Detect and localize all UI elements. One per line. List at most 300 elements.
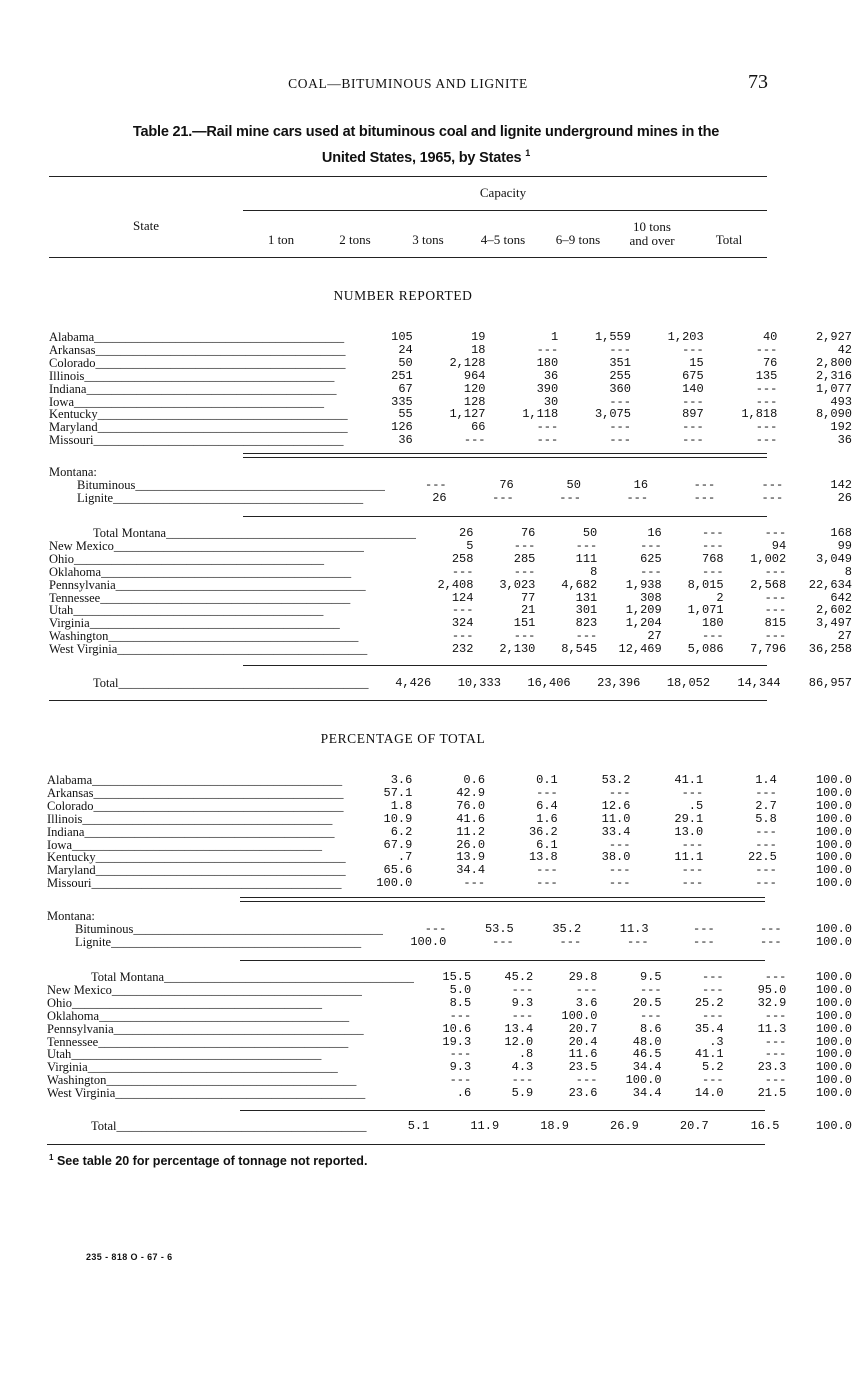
cell-col-6: --- bbox=[764, 1073, 787, 1088]
cell-col-6: --- bbox=[759, 921, 782, 936]
cell-col-2: 11.2 bbox=[456, 824, 486, 839]
leader-dots: ________________________________________ bbox=[92, 774, 343, 787]
state-label bbox=[47, 813, 346, 826]
cell-col-5: --- bbox=[693, 477, 716, 492]
table-row-total-montana bbox=[49, 527, 852, 540]
cell-col-1: 19.3 bbox=[442, 1034, 472, 1049]
cell-col-2: 45.2 bbox=[504, 970, 534, 984]
state-label bbox=[49, 383, 348, 396]
state-label bbox=[47, 971, 414, 984]
cell-col-2: --- bbox=[511, 1008, 534, 1023]
cell-col-5: 41.1 bbox=[694, 1047, 724, 1062]
cell-col-6: 22.5 bbox=[748, 850, 777, 865]
cell-col-7: 2,800 bbox=[815, 355, 852, 370]
leader-dots: ________________________________________ bbox=[115, 1087, 366, 1101]
cell-col-2: 34.4 bbox=[456, 863, 486, 878]
state-name: Oklahoma bbox=[47, 1009, 100, 1023]
number-divider-3 bbox=[243, 665, 767, 666]
table-row-indiana bbox=[47, 826, 852, 839]
cell-col-4: --- bbox=[640, 538, 662, 553]
state-label bbox=[49, 479, 385, 492]
state-name: Alabama bbox=[49, 331, 95, 344]
cell-col-7: 100.0 bbox=[815, 863, 852, 878]
cell-col-4: --- bbox=[608, 876, 631, 891]
state-label bbox=[49, 396, 348, 409]
table-row-pennsylvania bbox=[47, 1023, 852, 1036]
cell-col-4: --- bbox=[639, 982, 662, 997]
state-label bbox=[47, 851, 346, 864]
column-header-3-tons: 3 tons bbox=[412, 232, 444, 247]
leader-dots: ________________________________________ bbox=[118, 677, 369, 690]
state-label bbox=[49, 344, 348, 357]
cell-col-7: 100.0 bbox=[815, 921, 852, 936]
leader-dots: ________________________________________ bbox=[93, 799, 344, 813]
table-title bbox=[60, 122, 792, 169]
leader-dots: ________________________________________ bbox=[101, 565, 352, 579]
cell-col-4: 9.5 bbox=[639, 970, 662, 984]
leader-dots: ________________________________________ bbox=[98, 1035, 349, 1049]
leader-dots: ________________________________________ bbox=[133, 922, 384, 936]
cell-col-7: 8 bbox=[844, 564, 852, 579]
state-column-header: State bbox=[133, 218, 159, 233]
cell-col-3: --- bbox=[536, 420, 559, 435]
table-row-ohio bbox=[47, 997, 852, 1010]
state-label bbox=[49, 466, 385, 479]
cell-col-3: 20.4 bbox=[568, 1034, 598, 1049]
state-label bbox=[47, 839, 346, 852]
cell-col-3: 36 bbox=[543, 368, 559, 383]
cell-col-4: --- bbox=[640, 564, 662, 579]
cell-col-5: --- bbox=[702, 982, 724, 997]
cell-col-2: 13.4 bbox=[504, 1021, 534, 1036]
cell-col-3: 29.8 bbox=[568, 970, 598, 984]
percentage-divider-1b bbox=[240, 901, 765, 902]
cell-col-7: 42 bbox=[837, 342, 852, 357]
cell-col-2: 26.0 bbox=[456, 837, 486, 852]
table-row-washington bbox=[49, 630, 852, 643]
cell-col-5: 180 bbox=[702, 616, 724, 631]
cell-col-4: 360 bbox=[609, 381, 631, 396]
state-name: Bituminous bbox=[75, 922, 134, 936]
state-name: Total bbox=[91, 1120, 117, 1133]
cell-col-2: --- bbox=[513, 629, 536, 644]
cell-col-4 bbox=[581, 466, 648, 479]
cell-col-2: 9.3 bbox=[511, 995, 534, 1010]
cell-col-5: --- bbox=[693, 490, 716, 505]
leader-dots: ________________________________________ bbox=[117, 643, 368, 657]
cell-col-4: --- bbox=[609, 394, 631, 409]
cell-col-4: 351 bbox=[609, 355, 631, 370]
leader-dots: ________________________________________ bbox=[99, 1009, 350, 1023]
cell-col-5: 15 bbox=[689, 355, 704, 370]
cell-col-7: 36,258 bbox=[808, 642, 852, 657]
cell-col-1: 9.3 bbox=[449, 1060, 472, 1075]
cell-col-5: 5.2 bbox=[702, 1060, 724, 1075]
cell-col-1: 50 bbox=[398, 355, 413, 370]
percentage-divider-3 bbox=[240, 1110, 765, 1111]
cell-col-6: --- bbox=[764, 1034, 787, 1049]
cell-col-7: 100.0 bbox=[815, 773, 852, 787]
table-row-missouri bbox=[49, 434, 852, 447]
table-row-total-montana bbox=[47, 971, 852, 984]
table-row-lignite bbox=[47, 936, 852, 949]
cell-col-3: 23.5 bbox=[568, 1060, 598, 1075]
cell-col-5: 2 bbox=[716, 590, 724, 605]
table-row-west-virginia bbox=[47, 1087, 852, 1100]
cell-col-3: --- bbox=[575, 1073, 598, 1088]
cell-col-3: --- bbox=[575, 982, 598, 997]
cell-col-2: 76 bbox=[520, 526, 536, 540]
cell-col-4: 11.0 bbox=[601, 811, 631, 826]
table-row-arkansas bbox=[47, 787, 852, 800]
state-name: Utah bbox=[47, 1048, 72, 1062]
cell-col-7: 642 bbox=[830, 590, 852, 605]
leader-dots: ________________________________________ bbox=[86, 382, 337, 396]
cell-col-5: 140 bbox=[682, 381, 704, 396]
cell-col-3: 20.7 bbox=[568, 1021, 598, 1036]
cell-col-3: 13.8 bbox=[528, 850, 558, 865]
number-reported-title: NUMBER REPORTED bbox=[333, 288, 473, 303]
table-row-oklahoma bbox=[49, 566, 852, 579]
column-header-10-tons-and-over bbox=[614, 220, 690, 248]
cell-col-7: 100.0 bbox=[815, 1047, 852, 1062]
state-name: Washington bbox=[49, 630, 109, 644]
table-row-total bbox=[47, 1120, 852, 1133]
cell-col-4: 23,396 bbox=[597, 676, 641, 690]
cell-col-6: 2,568 bbox=[750, 577, 787, 592]
cell-col-1: 26 bbox=[432, 490, 447, 505]
cell-col-5: --- bbox=[693, 934, 715, 949]
cell-col-1 bbox=[383, 910, 446, 923]
cell-col-3: --- bbox=[536, 876, 558, 891]
cell-col-5: 1,203 bbox=[667, 330, 704, 344]
cell-col-6: 94 bbox=[771, 538, 787, 553]
cell-col-5: --- bbox=[682, 420, 704, 435]
cell-col-7: 100.0 bbox=[815, 798, 852, 813]
cell-col-6: --- bbox=[764, 970, 787, 984]
cell-col-6: 1,818 bbox=[741, 407, 778, 422]
cell-col-5: 897 bbox=[682, 407, 704, 422]
cell-col-6: --- bbox=[761, 490, 784, 505]
leader-dots: ________________________________________ bbox=[115, 578, 366, 592]
cell-col-7: 99 bbox=[837, 538, 852, 553]
cell-col-3: --- bbox=[536, 863, 558, 878]
number-divider-1b bbox=[243, 457, 767, 458]
cell-col-1: 5 bbox=[466, 538, 474, 553]
cell-col-3: 50 bbox=[582, 526, 598, 540]
cell-col-7: 2,316 bbox=[815, 368, 852, 383]
state-name: Virginia bbox=[49, 617, 90, 631]
cell-col-7: 27 bbox=[837, 629, 852, 644]
cell-col-7: 142 bbox=[830, 477, 852, 492]
cell-col-6: 40 bbox=[762, 330, 778, 344]
cell-col-3: --- bbox=[536, 785, 558, 800]
percentage-title: PERCENTAGE OF TOTAL bbox=[320, 731, 486, 746]
cell-col-7: 100.0 bbox=[815, 1008, 852, 1023]
number-table-total bbox=[49, 677, 852, 690]
cell-col-5: --- bbox=[682, 394, 704, 409]
cell-col-1: --- bbox=[451, 564, 474, 579]
cell-col-3: 16,406 bbox=[527, 676, 571, 690]
number-bottom-rule bbox=[49, 700, 767, 701]
cell-col-7: 100.0 bbox=[815, 1034, 852, 1049]
percentage-divider-2 bbox=[240, 960, 765, 961]
cell-col-6: 135 bbox=[755, 368, 778, 383]
state-name: Indiana bbox=[49, 382, 87, 396]
cell-col-5: --- bbox=[702, 526, 724, 540]
table-row-iowa bbox=[47, 839, 852, 852]
cell-col-5: --- bbox=[702, 629, 724, 644]
cell-col-7: 100.0 bbox=[815, 837, 852, 852]
cell-col-1: 15.5 bbox=[442, 970, 472, 984]
percentage-divider-1a bbox=[240, 897, 765, 898]
state-label bbox=[47, 1120, 367, 1133]
state-name: Washington bbox=[47, 1074, 107, 1088]
cell-col-3: 18.9 bbox=[540, 1119, 570, 1133]
table-row-new-mexico bbox=[49, 540, 852, 553]
cell-col-2: --- bbox=[492, 934, 514, 949]
table-row-utah bbox=[49, 604, 852, 617]
cell-col-5: .3 bbox=[709, 1034, 724, 1049]
state-name: Arkansas bbox=[47, 786, 94, 800]
leader-dots: ________________________________________ bbox=[116, 1120, 367, 1133]
state-name: Kentucky bbox=[49, 408, 98, 422]
cell-col-1: --- bbox=[451, 603, 474, 618]
cell-col-3: --- bbox=[575, 629, 598, 644]
leader-dots: ________________________________________ bbox=[73, 604, 324, 618]
state-name: New Mexico bbox=[49, 539, 114, 553]
table-row-pennsylvania bbox=[49, 579, 852, 592]
cell-col-6: --- bbox=[764, 564, 787, 579]
state-name: Missouri bbox=[49, 434, 94, 448]
state-name: Colorado bbox=[47, 799, 94, 813]
cell-col-7: 26 bbox=[837, 490, 852, 505]
state-label bbox=[49, 592, 416, 605]
cell-col-6: 95.0 bbox=[757, 982, 787, 997]
table-row-colorado bbox=[47, 800, 852, 813]
cell-col-7: 168 bbox=[830, 526, 852, 540]
cell-col-4: 38.0 bbox=[601, 850, 631, 865]
state-label bbox=[49, 408, 348, 421]
leader-dots: ________________________________________ bbox=[108, 630, 359, 644]
percentage-table-group-3 bbox=[47, 971, 852, 1100]
leader-dots: ________________________________________ bbox=[95, 356, 346, 370]
cell-col-7: 100.0 bbox=[815, 1021, 852, 1036]
state-name: Utah bbox=[49, 604, 74, 618]
table-row-washington bbox=[47, 1074, 852, 1087]
state-label bbox=[49, 434, 348, 447]
table-row-west-virginia bbox=[49, 643, 852, 656]
leader-dots: ________________________________________ bbox=[95, 851, 346, 865]
cell-col-5: 1,071 bbox=[687, 603, 724, 618]
cell-col-7: 22,634 bbox=[808, 577, 852, 592]
cell-col-2 bbox=[447, 466, 514, 479]
cell-col-7: 100.0 bbox=[815, 1086, 852, 1101]
number-divider-2 bbox=[243, 516, 767, 517]
cell-col-5: --- bbox=[682, 342, 704, 357]
state-label bbox=[47, 787, 346, 800]
state-label bbox=[47, 877, 346, 890]
cell-col-6: --- bbox=[759, 934, 782, 949]
state-name: Pennsylvania bbox=[49, 578, 116, 592]
percentage-bottom-rule bbox=[47, 1144, 765, 1145]
table-row-alabama bbox=[47, 774, 852, 787]
cell-col-4: --- bbox=[609, 433, 631, 448]
state-label bbox=[47, 800, 346, 813]
cell-col-5: --- bbox=[682, 433, 704, 448]
column-header-1-ton: 1 ton bbox=[267, 232, 295, 247]
cell-col-6: --- bbox=[755, 433, 778, 448]
cell-col-5: 768 bbox=[702, 551, 724, 566]
cell-col-6 bbox=[715, 910, 782, 923]
cell-col-1: 100.0 bbox=[410, 934, 447, 949]
cell-col-6: 76 bbox=[762, 355, 778, 370]
cell-col-3: 1.6 bbox=[536, 811, 558, 826]
percentage-table-group-2 bbox=[47, 910, 852, 949]
cell-col-4 bbox=[581, 910, 648, 923]
number-table-group-2 bbox=[49, 466, 852, 505]
cell-col-7: 100.0 bbox=[815, 1060, 852, 1075]
cell-col-1: 8.5 bbox=[449, 995, 472, 1010]
state-name: Kentucky bbox=[47, 851, 96, 865]
cell-col-4: --- bbox=[608, 785, 631, 800]
leader-dots: ________________________________________ bbox=[111, 935, 362, 949]
state-label bbox=[49, 492, 385, 505]
cell-col-2: --- bbox=[513, 538, 536, 553]
cell-col-2: 0.6 bbox=[463, 773, 486, 787]
cell-col-1: 10.9 bbox=[383, 811, 413, 826]
cell-col-5: 11.1 bbox=[674, 850, 704, 865]
state-label bbox=[49, 617, 416, 630]
cell-col-1: 124 bbox=[451, 590, 474, 605]
cell-col-7: 100.0 bbox=[815, 785, 852, 800]
cell-col-3: 823 bbox=[575, 616, 598, 631]
leader-dots: ________________________________________ bbox=[113, 491, 364, 505]
state-label bbox=[47, 826, 346, 839]
cell-col-1: 105 bbox=[391, 330, 413, 344]
table-title-line-2 bbox=[60, 143, 792, 169]
state-name: Indiana bbox=[47, 825, 85, 839]
cell-col-2: --- bbox=[492, 490, 514, 505]
cell-col-5 bbox=[649, 910, 715, 923]
cell-col-1: --- bbox=[449, 1008, 472, 1023]
cell-col-2: 21 bbox=[520, 603, 536, 618]
cell-col-4: --- bbox=[609, 420, 631, 435]
cell-col-4: 1,559 bbox=[594, 330, 631, 344]
state-label bbox=[49, 527, 416, 540]
state-name: Virginia bbox=[47, 1061, 88, 1075]
cell-col-6: 21.5 bbox=[757, 1086, 787, 1101]
state-label bbox=[47, 1010, 414, 1023]
cell-col-3: 1,118 bbox=[522, 407, 559, 422]
cell-col-1: 2,408 bbox=[437, 577, 474, 592]
cell-col-1: --- bbox=[449, 1073, 472, 1088]
cell-col-3: 180 bbox=[536, 355, 559, 370]
cell-col-6: 2.7 bbox=[755, 798, 777, 813]
cell-col-6: 14,344 bbox=[737, 676, 781, 690]
cell-col-3: 36.2 bbox=[528, 824, 558, 839]
cell-col-5: 20.7 bbox=[679, 1119, 709, 1133]
cell-col-2: 76 bbox=[499, 477, 514, 492]
leader-dots: ________________________________________ bbox=[164, 971, 415, 984]
cell-col-1: .6 bbox=[456, 1086, 472, 1101]
leader-dots: ________________________________________ bbox=[97, 408, 348, 422]
cell-col-4: 12.6 bbox=[601, 798, 631, 813]
cell-col-4: 48.0 bbox=[632, 1034, 662, 1049]
state-name: Ohio bbox=[47, 996, 72, 1010]
cell-col-7: 100.0 bbox=[815, 982, 852, 997]
cell-col-4: 33.4 bbox=[601, 824, 631, 839]
cell-col-3: --- bbox=[559, 934, 582, 949]
cell-col-1: 3.6 bbox=[390, 773, 413, 787]
table-row-oklahoma bbox=[47, 1010, 852, 1023]
state-label bbox=[49, 357, 348, 370]
leader-dots: ________________________________________ bbox=[166, 527, 417, 540]
cell-col-2: 1,127 bbox=[449, 407, 486, 422]
cell-col-1: 67 bbox=[398, 381, 413, 396]
state-name: Colorado bbox=[49, 356, 96, 370]
cell-col-4: 46.5 bbox=[632, 1047, 662, 1062]
state-label bbox=[49, 677, 369, 690]
cell-col-2: 2,130 bbox=[499, 642, 536, 657]
cell-col-1 bbox=[385, 466, 446, 479]
leader-dots: ________________________________________ bbox=[93, 434, 344, 448]
cell-col-4: --- bbox=[609, 342, 631, 357]
cell-col-5: --- bbox=[681, 785, 704, 800]
state-name: West Virginia bbox=[47, 1087, 116, 1101]
cell-col-4: 16 bbox=[647, 526, 662, 540]
cell-col-6: 5.8 bbox=[755, 811, 777, 826]
leader-dots: ________________________________________ bbox=[111, 983, 362, 997]
capacity-rule bbox=[243, 210, 767, 211]
cell-col-1: --- bbox=[451, 629, 474, 644]
cell-col-2: 5.9 bbox=[511, 1086, 534, 1101]
column-header-10-tons-line-2: and over bbox=[629, 233, 675, 248]
cell-col-5: 25.2 bbox=[694, 995, 724, 1010]
table-row-illinois bbox=[49, 370, 852, 383]
cell-col-2: 53.5 bbox=[484, 921, 514, 936]
cell-col-6: --- bbox=[755, 394, 778, 409]
number-table-group-1 bbox=[49, 331, 852, 447]
cell-col-6: --- bbox=[755, 785, 777, 800]
cell-col-3: 4,682 bbox=[561, 577, 598, 592]
footnote bbox=[49, 1153, 367, 1168]
state-name: Tennessee bbox=[49, 591, 101, 605]
cell-col-6: --- bbox=[755, 824, 777, 839]
cell-col-1: 335 bbox=[391, 394, 413, 409]
state-name: Total bbox=[93, 677, 119, 690]
state-label bbox=[49, 370, 348, 383]
cell-col-3: 8,545 bbox=[561, 642, 598, 657]
cell-col-5: 13.0 bbox=[674, 824, 704, 839]
cell-col-5: --- bbox=[693, 921, 715, 936]
cell-col-7: 36 bbox=[837, 433, 852, 448]
leader-dots: ________________________________________ bbox=[74, 395, 324, 409]
cell-col-6: 32.9 bbox=[757, 995, 787, 1010]
state-label bbox=[47, 984, 414, 997]
cell-col-3: 3.6 bbox=[575, 995, 598, 1010]
cell-col-2: 3,023 bbox=[499, 577, 536, 592]
cell-col-2: 19 bbox=[471, 330, 486, 344]
cell-col-2: 11.9 bbox=[470, 1119, 500, 1133]
cell-col-1: --- bbox=[425, 477, 447, 492]
table-row-alabama bbox=[49, 331, 852, 344]
state-label bbox=[47, 1074, 414, 1087]
cell-col-2: 42.9 bbox=[456, 785, 486, 800]
cell-col-1: 67.9 bbox=[383, 837, 413, 852]
cell-col-6: --- bbox=[755, 863, 777, 878]
state-name: Illinois bbox=[47, 812, 83, 826]
